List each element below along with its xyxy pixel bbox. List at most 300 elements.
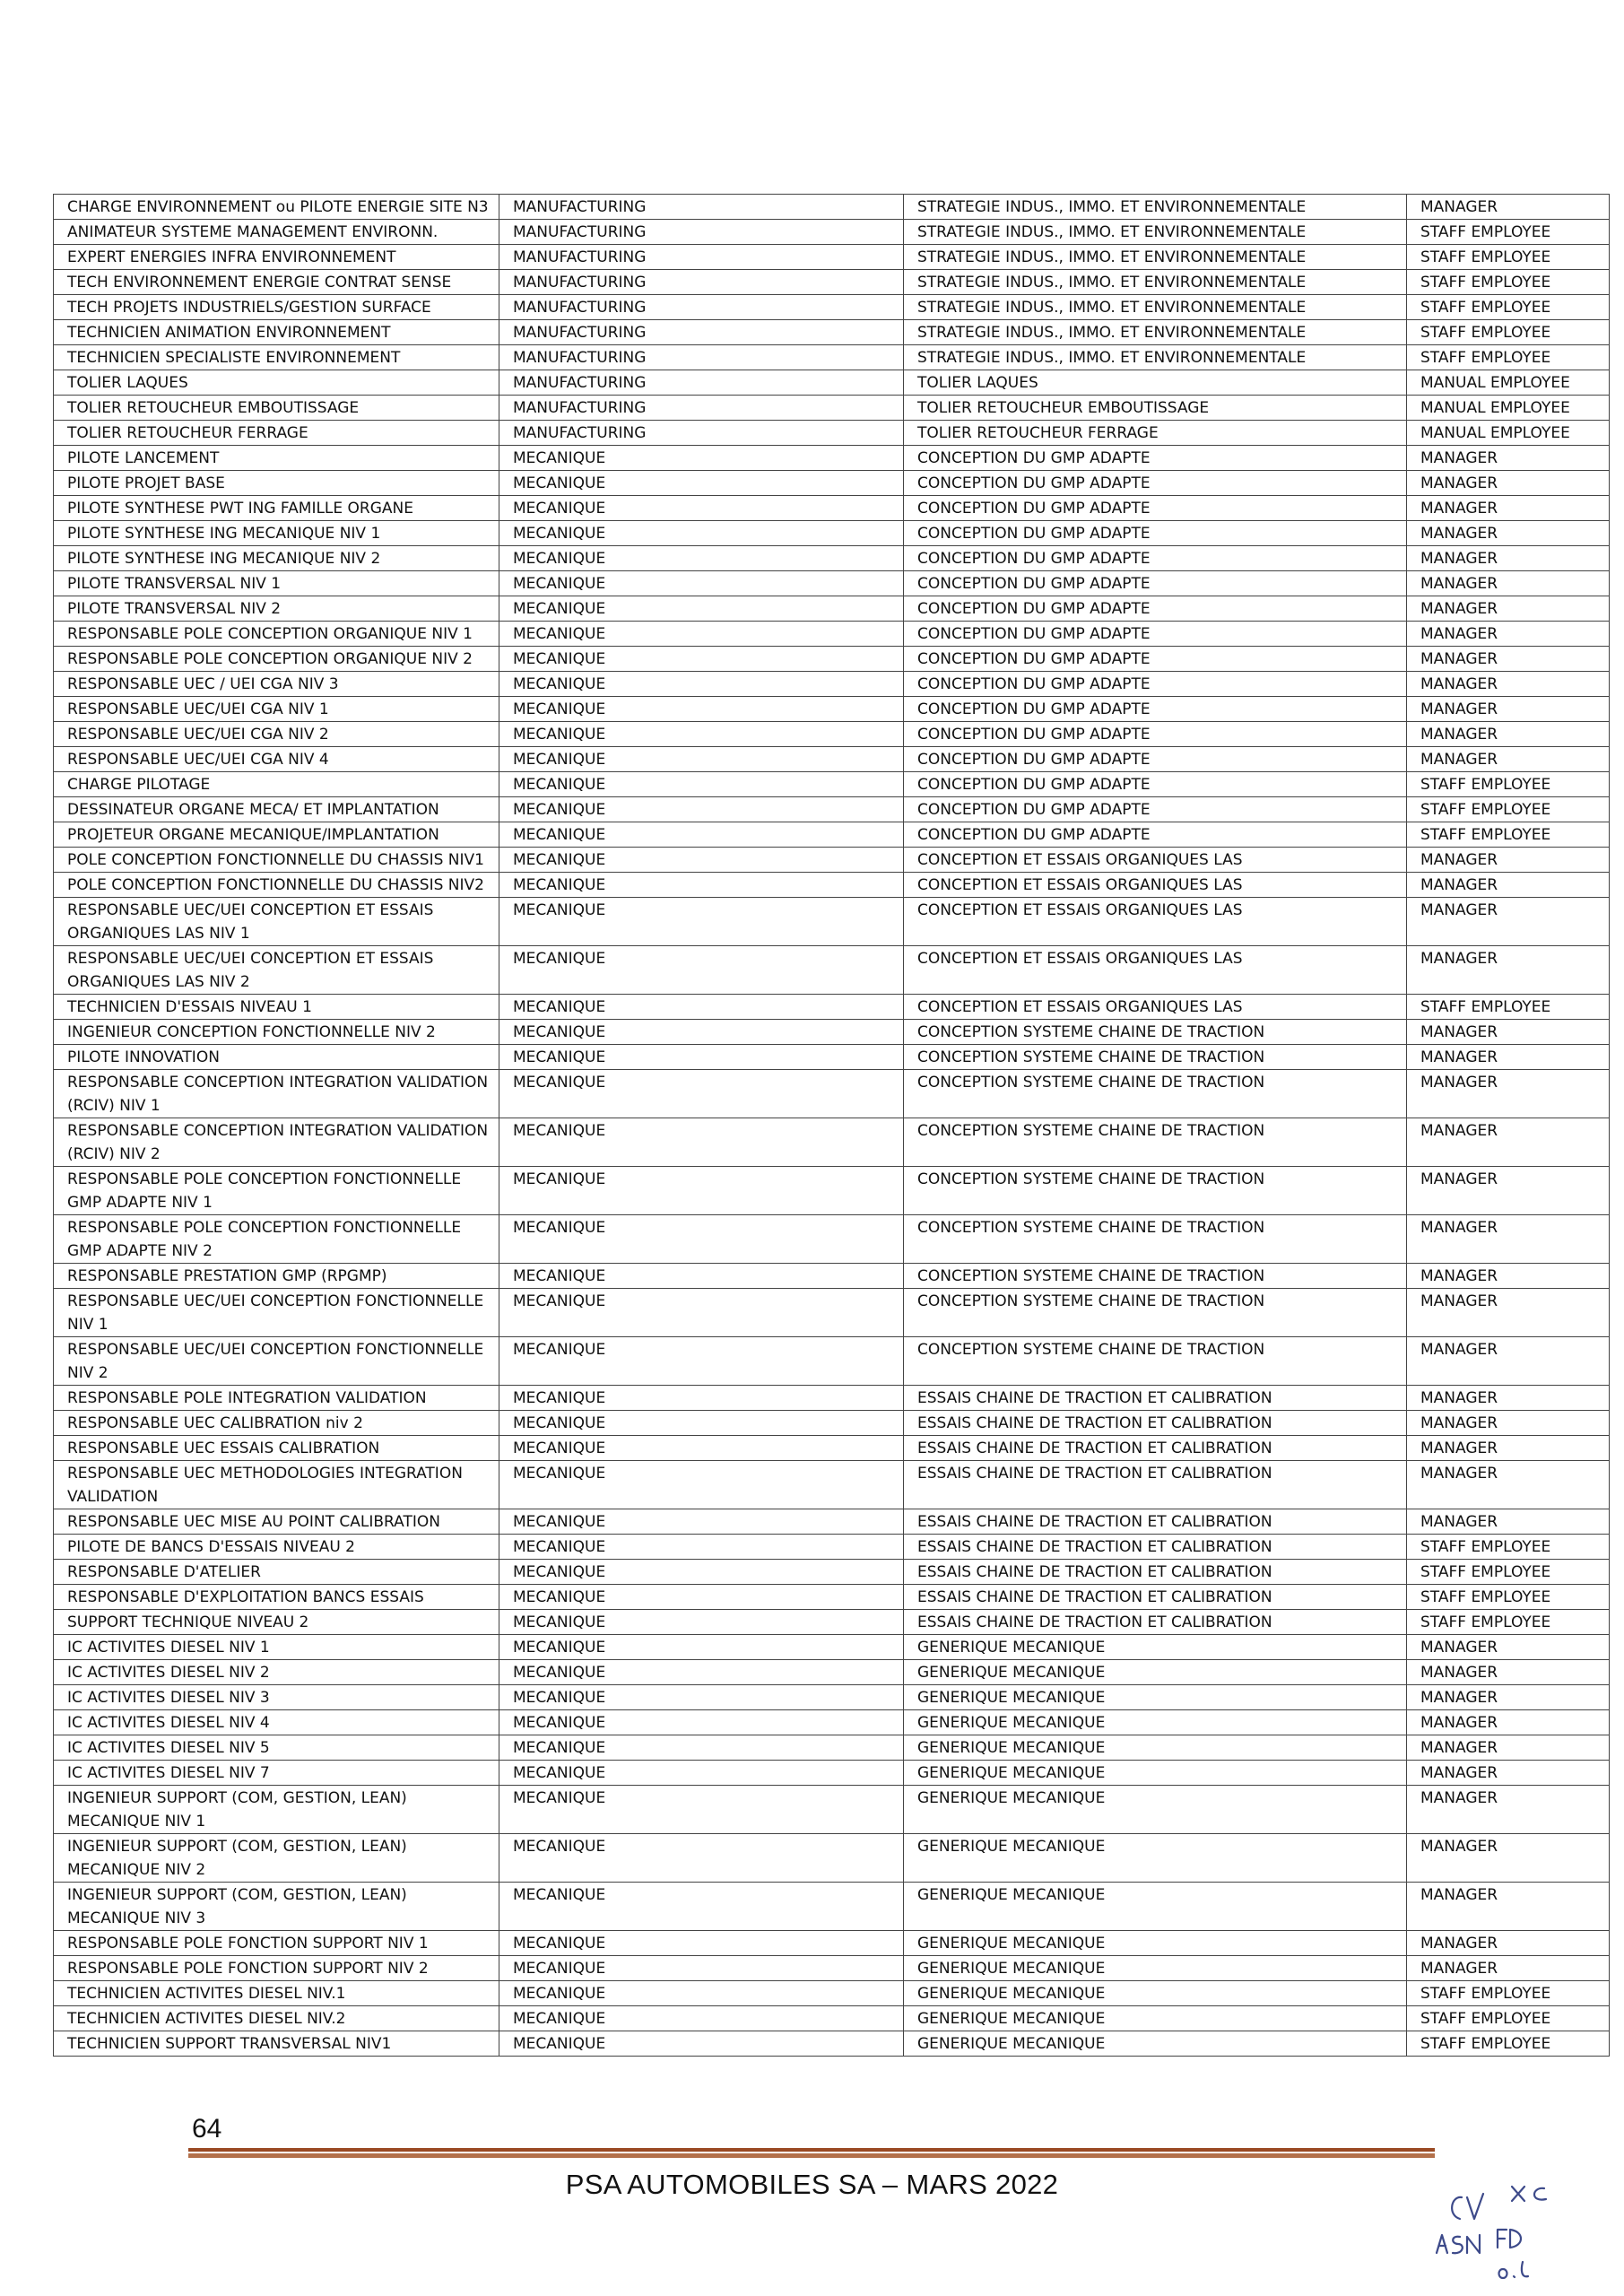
table-row	[54, 1215, 1610, 1264]
job-title-cell: TECH ENVIRONNEMENT ENERGIE CONTRAT SENSE	[54, 270, 499, 295]
category-cell: MANAGER	[1407, 1786, 1610, 1834]
job-title-cell: RESPONSABLE UEC/UEI CONCEPTION FONCTIONNELLE NIV 2	[54, 1337, 499, 1386]
job-title-cell: DESSINATEUR ORGANE MECA/ ET IMPLANTATION	[54, 797, 499, 822]
sub-family-cell: CONCEPTION SYSTEME CHAINE DE TRACTION	[904, 1264, 1407, 1289]
category-cell: STAFF EMPLOYEE	[1407, 1610, 1610, 1635]
job-title-cell: RESPONSABLE UEC ESSAIS CALIBRATION	[54, 1436, 499, 1461]
sub-family-cell: TOLIER RETOUCHEUR FERRAGE	[904, 421, 1407, 446]
category-cell: STAFF EMPLOYEE	[1407, 320, 1610, 345]
job-title-cell: RESPONSABLE POLE FONCTION SUPPORT NIV 2	[54, 1956, 499, 1981]
sub-family-cell: CONCEPTION SYSTEME CHAINE DE TRACTION	[904, 1337, 1407, 1386]
category-cell: MANAGER	[1407, 1045, 1610, 1070]
job-title-cell: RESPONSABLE POLE INTEGRATION VALIDATION	[54, 1386, 499, 1411]
table-row	[54, 245, 1610, 270]
table-row	[54, 1045, 1610, 1070]
job-title-cell: PILOTE SYNTHESE ING MECANIQUE NIV 1	[54, 521, 499, 546]
table-row	[54, 1167, 1610, 1215]
family-cell: MECANIQUE	[499, 772, 904, 797]
sub-family-cell: GENERIQUE MECANIQUE	[904, 1883, 1407, 1931]
category-cell: MANAGER	[1407, 496, 1610, 521]
family-cell: MECANIQUE	[499, 1215, 904, 1264]
category-cell: MANUAL EMPLOYEE	[1407, 421, 1610, 446]
category-cell: MANAGER	[1407, 1461, 1610, 1509]
table-row	[54, 1635, 1610, 1660]
job-title-cell: PILOTE DE BANCS D'ESSAIS NIVEAU 2	[54, 1535, 499, 1560]
sub-family-cell: CONCEPTION SYSTEME CHAINE DE TRACTION	[904, 1070, 1407, 1118]
sub-family-cell: CONCEPTION DU GMP ADAPTE	[904, 546, 1407, 571]
table-row	[54, 1585, 1610, 1610]
family-cell: MECANIQUE	[499, 1883, 904, 1931]
sub-family-cell: STRATEGIE INDUS., IMMO. ET ENVIRONNEMENTALE	[904, 320, 1407, 345]
category-cell: MANAGER	[1407, 1761, 1610, 1786]
sub-family-cell: GENERIQUE MECANIQUE	[904, 1981, 1407, 2006]
family-cell: MECANIQUE	[499, 546, 904, 571]
sub-family-cell: CONCEPTION DU GMP ADAPTE	[904, 596, 1407, 622]
sub-family-cell: GENERIQUE MECANIQUE	[904, 2031, 1407, 2057]
category-cell: MANAGER	[1407, 1264, 1610, 1289]
sub-family-cell: CONCEPTION ET ESSAIS ORGANIQUES LAS	[904, 946, 1407, 995]
sub-family-cell: GENERIQUE MECANIQUE	[904, 1710, 1407, 1735]
category-cell: STAFF EMPLOYEE	[1407, 1535, 1610, 1560]
category-cell: MANAGER	[1407, 1215, 1610, 1264]
table-row	[54, 195, 1610, 220]
family-cell: MECANIQUE	[499, 722, 904, 747]
family-cell: MANUFACTURING	[499, 320, 904, 345]
job-title-cell: PILOTE LANCEMENT	[54, 446, 499, 471]
family-cell: MECANIQUE	[499, 672, 904, 697]
sub-family-cell: CONCEPTION SYSTEME CHAINE DE TRACTION	[904, 1118, 1407, 1167]
sub-family-cell: GENERIQUE MECANIQUE	[904, 1635, 1407, 1660]
family-cell: MECANIQUE	[499, 1931, 904, 1956]
family-cell: MECANIQUE	[499, 1981, 904, 2006]
sub-family-cell: CONCEPTION DU GMP ADAPTE	[904, 446, 1407, 471]
family-cell: MECANIQUE	[499, 1685, 904, 1710]
table-row	[54, 270, 1610, 295]
job-title-cell: RESPONSABLE UEC/UEI CGA NIV 2	[54, 722, 499, 747]
sub-family-cell: CONCEPTION ET ESSAIS ORGANIQUES LAS	[904, 873, 1407, 898]
category-cell: MANAGER	[1407, 697, 1610, 722]
sub-family-cell: CONCEPTION DU GMP ADAPTE	[904, 697, 1407, 722]
table-row	[54, 1411, 1610, 1436]
job-title-cell: PILOTE TRANSVERSAL NIV 2	[54, 596, 499, 622]
table-row	[54, 446, 1610, 471]
sub-family-cell: ESSAIS CHAINE DE TRACTION ET CALIBRATION	[904, 1436, 1407, 1461]
table-row	[54, 1685, 1610, 1710]
job-title-cell: RESPONSABLE POLE CONCEPTION FONCTIONNELLE GMP ADAPTE NIV 2	[54, 1215, 499, 1264]
sub-family-cell: CONCEPTION DU GMP ADAPTE	[904, 822, 1407, 848]
table-row	[54, 546, 1610, 571]
family-cell: MANUFACTURING	[499, 270, 904, 295]
family-cell: MECANIQUE	[499, 1585, 904, 1610]
table-row	[54, 1509, 1610, 1535]
job-title-cell: TOLIER RETOUCHEUR FERRAGE	[54, 421, 499, 446]
table-row	[54, 1289, 1610, 1337]
table-row	[54, 1956, 1610, 1981]
job-title-cell: RESPONSABLE POLE CONCEPTION ORGANIQUE NIV 1	[54, 622, 499, 647]
table-row	[54, 697, 1610, 722]
sub-family-cell: GENERIQUE MECANIQUE	[904, 1761, 1407, 1786]
job-title-cell: CHARGE PILOTAGE	[54, 772, 499, 797]
sub-family-cell: CONCEPTION DU GMP ADAPTE	[904, 496, 1407, 521]
job-title-cell: RESPONSABLE UEC/UEI CONCEPTION FONCTIONNELLE NIV 1	[54, 1289, 499, 1337]
sub-family-cell: CONCEPTION DU GMP ADAPTE	[904, 797, 1407, 822]
table-row	[54, 1735, 1610, 1761]
family-cell: MECANIQUE	[499, 797, 904, 822]
sub-family-cell: CONCEPTION ET ESSAIS ORGANIQUES LAS	[904, 848, 1407, 873]
category-cell: MANAGER	[1407, 1883, 1610, 1931]
family-cell: MECANIQUE	[499, 1956, 904, 1981]
category-cell: STAFF EMPLOYEE	[1407, 772, 1610, 797]
job-title-cell: TECHNICIEN SPECIALISTE ENVIRONNEMENT	[54, 345, 499, 370]
sub-family-cell: GENERIQUE MECANIQUE	[904, 1956, 1407, 1981]
family-cell: MECANIQUE	[499, 1118, 904, 1167]
family-cell: MANUFACTURING	[499, 295, 904, 320]
table-row	[54, 471, 1610, 496]
table-row	[54, 521, 1610, 546]
sub-family-cell: CONCEPTION DU GMP ADAPTE	[904, 747, 1407, 772]
sub-family-cell: ESSAIS CHAINE DE TRACTION ET CALIBRATION	[904, 1509, 1407, 1535]
table-row	[54, 1560, 1610, 1585]
sub-family-cell: CONCEPTION ET ESSAIS ORGANIQUES LAS	[904, 898, 1407, 946]
family-cell: MECANIQUE	[499, 848, 904, 873]
job-title-cell: SUPPORT TECHNIQUE NIVEAU 2	[54, 1610, 499, 1635]
category-cell: MANAGER	[1407, 848, 1610, 873]
table-row	[54, 320, 1610, 345]
family-cell: MECANIQUE	[499, 2006, 904, 2031]
family-cell: MANUFACTURING	[499, 421, 904, 446]
category-cell: MANAGER	[1407, 195, 1610, 220]
job-title-cell: TECHNICIEN ACTIVITES DIESEL NIV.1	[54, 1981, 499, 2006]
page-number: 64	[192, 2114, 222, 2144]
category-cell: STAFF EMPLOYEE	[1407, 1981, 1610, 2006]
category-cell: STAFF EMPLOYEE	[1407, 2006, 1610, 2031]
job-title-cell: PILOTE TRANSVERSAL NIV 1	[54, 571, 499, 596]
sub-family-cell: CONCEPTION DU GMP ADAPTE	[904, 571, 1407, 596]
job-title-cell: RESPONSABLE CONCEPTION INTEGRATION VALIDATION (RCIV) NIV 1	[54, 1070, 499, 1118]
job-title-cell: POLE CONCEPTION FONCTIONNELLE DU CHASSIS NIV2	[54, 873, 499, 898]
family-cell: MECANIQUE	[499, 822, 904, 848]
sub-family-cell: STRATEGIE INDUS., IMMO. ET ENVIRONNEMENTALE	[904, 345, 1407, 370]
sub-family-cell: TOLIER RETOUCHEUR EMBOUTISSAGE	[904, 396, 1407, 421]
category-cell: MANAGER	[1407, 1070, 1610, 1118]
category-cell: MANAGER	[1407, 1710, 1610, 1735]
category-cell: MANUAL EMPLOYEE	[1407, 396, 1610, 421]
family-cell: MANUFACTURING	[499, 195, 904, 220]
table-row	[54, 2031, 1610, 2057]
family-cell: MECANIQUE	[499, 1660, 904, 1685]
category-cell: STAFF EMPLOYEE	[1407, 345, 1610, 370]
table-row	[54, 772, 1610, 797]
handwritten-initials-signature	[1435, 2179, 1596, 2287]
job-title-cell: RESPONSABLE D'ATELIER	[54, 1560, 499, 1585]
category-cell: STAFF EMPLOYEE	[1407, 1560, 1610, 1585]
family-cell: MECANIQUE	[499, 946, 904, 995]
table-row	[54, 596, 1610, 622]
sub-family-cell: ESSAIS CHAINE DE TRACTION ET CALIBRATION	[904, 1386, 1407, 1411]
table-row	[54, 1834, 1610, 1883]
footer-company-date: PSA AUTOMOBILES SA – MARS 2022	[565, 2169, 1059, 2200]
job-title-cell: POLE CONCEPTION FONCTIONNELLE DU CHASSIS NIV1	[54, 848, 499, 873]
sub-family-cell: GENERIQUE MECANIQUE	[904, 1685, 1407, 1710]
sub-family-cell: GENERIQUE MECANIQUE	[904, 1931, 1407, 1956]
family-cell: MECANIQUE	[499, 1509, 904, 1535]
family-cell: MECANIQUE	[499, 1045, 904, 1070]
family-cell: MECANIQUE	[499, 1560, 904, 1585]
category-cell: MANAGER	[1407, 1386, 1610, 1411]
job-title-cell: RESPONSABLE UEC MISE AU POINT CALIBRATION	[54, 1509, 499, 1535]
table-row	[54, 622, 1610, 647]
family-cell: MECANIQUE	[499, 446, 904, 471]
job-title-cell: IC ACTIVITES DIESEL NIV 1	[54, 1635, 499, 1660]
job-title-cell: RESPONSABLE UEC METHODOLOGIES INTEGRATION VALIDATION	[54, 1461, 499, 1509]
table-row	[54, 1660, 1610, 1685]
category-cell: MANAGER	[1407, 571, 1610, 596]
sub-family-cell: CONCEPTION DU GMP ADAPTE	[904, 622, 1407, 647]
job-title-cell: RESPONSABLE UEC/UEI CGA NIV 4	[54, 747, 499, 772]
sub-family-cell: CONCEPTION DU GMP ADAPTE	[904, 672, 1407, 697]
category-cell: STAFF EMPLOYEE	[1407, 797, 1610, 822]
category-cell: MANAGER	[1407, 1411, 1610, 1436]
category-cell: MANAGER	[1407, 1167, 1610, 1215]
sub-family-cell: STRATEGIE INDUS., IMMO. ET ENVIRONNEMENTALE	[904, 295, 1407, 320]
sub-family-cell: GENERIQUE MECANIQUE	[904, 2006, 1407, 2031]
family-cell: MECANIQUE	[499, 1535, 904, 1560]
table-row	[54, 1786, 1610, 1834]
category-cell: MANAGER	[1407, 672, 1610, 697]
family-cell: MECANIQUE	[499, 2031, 904, 2057]
job-title-cell: IC ACTIVITES DIESEL NIV 2	[54, 1660, 499, 1685]
family-cell: MECANIQUE	[499, 1264, 904, 1289]
category-cell: STAFF EMPLOYEE	[1407, 270, 1610, 295]
sub-family-cell: STRATEGIE INDUS., IMMO. ET ENVIRONNEMENTALE	[904, 195, 1407, 220]
job-title-cell: RESPONSABLE UEC CALIBRATION niv 2	[54, 1411, 499, 1436]
category-cell: MANAGER	[1407, 1685, 1610, 1710]
table-row	[54, 1710, 1610, 1735]
family-cell: MECANIQUE	[499, 1386, 904, 1411]
job-title-cell: PROJETEUR ORGANE MECANIQUE/IMPLANTATION	[54, 822, 499, 848]
sub-family-cell: GENERIQUE MECANIQUE	[904, 1786, 1407, 1834]
category-cell: MANAGER	[1407, 946, 1610, 995]
table-row	[54, 1610, 1610, 1635]
family-cell: MANUFACTURING	[499, 370, 904, 396]
table-row	[54, 647, 1610, 672]
family-cell: MANUFACTURING	[499, 220, 904, 245]
job-title-cell: PILOTE PROJET BASE	[54, 471, 499, 496]
family-cell: MECANIQUE	[499, 1710, 904, 1735]
table-row	[54, 396, 1610, 421]
sub-family-cell: CONCEPTION ET ESSAIS ORGANIQUES LAS	[904, 995, 1407, 1020]
table-row	[54, 848, 1610, 873]
table-row	[54, 1535, 1610, 1560]
family-cell: MECANIQUE	[499, 747, 904, 772]
table-row	[54, 722, 1610, 747]
table-row	[54, 995, 1610, 1020]
job-title-cell: TOLIER RETOUCHEUR EMBOUTISSAGE	[54, 396, 499, 421]
job-title-cell: TECH PROJETS INDUSTRIELS/GESTION SURFACE	[54, 295, 499, 320]
table-row	[54, 421, 1610, 446]
family-cell: MECANIQUE	[499, 571, 904, 596]
table-row	[54, 295, 1610, 320]
family-cell: MECANIQUE	[499, 622, 904, 647]
category-cell: STAFF EMPLOYEE	[1407, 295, 1610, 320]
category-cell: MANAGER	[1407, 471, 1610, 496]
family-cell: MECANIQUE	[499, 1167, 904, 1215]
family-cell: MECANIQUE	[499, 873, 904, 898]
table-row	[54, 797, 1610, 822]
category-cell: MANAGER	[1407, 546, 1610, 571]
job-title-cell: INGENIEUR SUPPORT (COM, GESTION, LEAN) MECANIQUE NIV 3	[54, 1883, 499, 1931]
sub-family-cell: GENERIQUE MECANIQUE	[904, 1660, 1407, 1685]
family-cell: MANUFACTURING	[499, 396, 904, 421]
family-cell: MANUFACTURING	[499, 245, 904, 270]
category-cell: STAFF EMPLOYEE	[1407, 822, 1610, 848]
sub-family-cell: TOLIER LAQUES	[904, 370, 1407, 396]
sub-family-cell: STRATEGIE INDUS., IMMO. ET ENVIRONNEMENTALE	[904, 245, 1407, 270]
category-cell: MANAGER	[1407, 1289, 1610, 1337]
job-title-cell: ANIMATEUR SYSTEME MANAGEMENT ENVIRONN.	[54, 220, 499, 245]
category-cell: MANAGER	[1407, 1660, 1610, 1685]
category-cell: MANAGER	[1407, 596, 1610, 622]
category-cell: MANAGER	[1407, 747, 1610, 772]
job-title-cell: RESPONSABLE CONCEPTION INTEGRATION VALIDATION (RCIV) NIV 2	[54, 1118, 499, 1167]
sub-family-cell: ESSAIS CHAINE DE TRACTION ET CALIBRATION	[904, 1461, 1407, 1509]
family-cell: MECANIQUE	[499, 647, 904, 672]
table-row	[54, 1264, 1610, 1289]
category-cell: MANAGER	[1407, 1436, 1610, 1461]
job-title-cell: INGENIEUR SUPPORT (COM, GESTION, LEAN) MECANIQUE NIV 1	[54, 1786, 499, 1834]
category-cell: MANAGER	[1407, 1931, 1610, 1956]
table-row	[54, 1883, 1610, 1931]
table-row	[54, 1386, 1610, 1411]
table-row	[54, 672, 1610, 697]
job-title-cell: RESPONSABLE POLE CONCEPTION FONCTIONNELLE GMP ADAPTE NIV 1	[54, 1167, 499, 1215]
table-row	[54, 345, 1610, 370]
sub-family-cell: GENERIQUE MECANIQUE	[904, 1834, 1407, 1883]
sub-family-cell: ESSAIS CHAINE DE TRACTION ET CALIBRATION	[904, 1535, 1407, 1560]
sub-family-cell: CONCEPTION SYSTEME CHAINE DE TRACTION	[904, 1167, 1407, 1215]
job-title-cell: RESPONSABLE UEC/UEI CONCEPTION ET ESSAIS ORGANIQUES LAS NIV 2	[54, 946, 499, 995]
sub-family-cell: CONCEPTION DU GMP ADAPTE	[904, 647, 1407, 672]
family-cell: MECANIQUE	[499, 1337, 904, 1386]
table-row	[54, 571, 1610, 596]
table-row	[54, 1931, 1610, 1956]
family-cell: MECANIQUE	[499, 1070, 904, 1118]
family-cell: MECANIQUE	[499, 471, 904, 496]
family-cell: MECANIQUE	[499, 1761, 904, 1786]
job-title-cell: TECHNICIEN ACTIVITES DIESEL NIV.2	[54, 2006, 499, 2031]
category-cell: MANUAL EMPLOYEE	[1407, 370, 1610, 396]
sub-family-cell: CONCEPTION SYSTEME CHAINE DE TRACTION	[904, 1045, 1407, 1070]
family-cell: MECANIQUE	[499, 596, 904, 622]
table-row	[54, 1020, 1610, 1045]
job-title-cell: TECHNICIEN D'ESSAIS NIVEAU 1	[54, 995, 499, 1020]
job-title-cell: TECHNICIEN ANIMATION ENVIRONNEMENT	[54, 320, 499, 345]
category-cell: MANAGER	[1407, 1509, 1610, 1535]
job-title-cell: CHARGE ENVIRONNEMENT ou PILOTE ENERGIE SITE N3	[54, 195, 499, 220]
table-row	[54, 220, 1610, 245]
family-cell: MECANIQUE	[499, 1020, 904, 1045]
job-classification-table	[53, 194, 1610, 2057]
sub-family-cell: GENERIQUE MECANIQUE	[904, 1735, 1407, 1761]
category-cell: STAFF EMPLOYEE	[1407, 220, 1610, 245]
job-title-cell: RESPONSABLE UEC / UEI CGA NIV 3	[54, 672, 499, 697]
table-row	[54, 1981, 1610, 2006]
category-cell: MANAGER	[1407, 1020, 1610, 1045]
category-cell: STAFF EMPLOYEE	[1407, 245, 1610, 270]
category-cell: MANAGER	[1407, 1735, 1610, 1761]
sub-family-cell: CONCEPTION DU GMP ADAPTE	[904, 521, 1407, 546]
category-cell: MANAGER	[1407, 1635, 1610, 1660]
job-title-cell: RESPONSABLE POLE CONCEPTION ORGANIQUE NIV 2	[54, 647, 499, 672]
sub-family-cell: CONCEPTION DU GMP ADAPTE	[904, 471, 1407, 496]
sub-family-cell: CONCEPTION DU GMP ADAPTE	[904, 722, 1407, 747]
family-cell: MECANIQUE	[499, 1610, 904, 1635]
footer-divider	[188, 2148, 1435, 2158]
job-title-cell: IC ACTIVITES DIESEL NIV 5	[54, 1735, 499, 1761]
family-cell: MECANIQUE	[499, 1461, 904, 1509]
family-cell: MECANIQUE	[499, 1436, 904, 1461]
table-body	[54, 195, 1610, 2057]
table-row	[54, 1118, 1610, 1167]
job-title-cell: RESPONSABLE POLE FONCTION SUPPORT NIV 1	[54, 1931, 499, 1956]
family-cell: MECANIQUE	[499, 898, 904, 946]
category-cell: MANAGER	[1407, 647, 1610, 672]
table-row	[54, 946, 1610, 995]
sub-family-cell: ESSAIS CHAINE DE TRACTION ET CALIBRATION	[904, 1411, 1407, 1436]
family-cell: MECANIQUE	[499, 1786, 904, 1834]
sub-family-cell: ESSAIS CHAINE DE TRACTION ET CALIBRATION	[904, 1585, 1407, 1610]
table-row	[54, 873, 1610, 898]
job-title-cell: INGENIEUR SUPPORT (COM, GESTION, LEAN) MECANIQUE NIV 2	[54, 1834, 499, 1883]
table-row	[54, 370, 1610, 396]
sub-family-cell: CONCEPTION SYSTEME CHAINE DE TRACTION	[904, 1289, 1407, 1337]
table-row	[54, 747, 1610, 772]
job-title-cell: PILOTE SYNTHESE PWT ING FAMILLE ORGANE	[54, 496, 499, 521]
table-row	[54, 822, 1610, 848]
table-row	[54, 496, 1610, 521]
job-title-cell: PILOTE INNOVATION	[54, 1045, 499, 1070]
job-title-cell: TOLIER LAQUES	[54, 370, 499, 396]
category-cell: MANAGER	[1407, 1337, 1610, 1386]
category-cell: MANAGER	[1407, 622, 1610, 647]
job-title-cell: EXPERT ENERGIES INFRA ENVIRONNEMENT	[54, 245, 499, 270]
job-title-cell: RESPONSABLE UEC/UEI CONCEPTION ET ESSAIS ORGANIQUES LAS NIV 1	[54, 898, 499, 946]
sub-family-cell: CONCEPTION SYSTEME CHAINE DE TRACTION	[904, 1215, 1407, 1264]
family-cell: MECANIQUE	[499, 697, 904, 722]
category-cell: STAFF EMPLOYEE	[1407, 995, 1610, 1020]
sub-family-cell: ESSAIS CHAINE DE TRACTION ET CALIBRATION	[904, 1610, 1407, 1635]
job-title-cell: PILOTE SYNTHESE ING MECANIQUE NIV 2	[54, 546, 499, 571]
family-cell: MECANIQUE	[499, 521, 904, 546]
category-cell: STAFF EMPLOYEE	[1407, 2031, 1610, 2057]
sub-family-cell: STRATEGIE INDUS., IMMO. ET ENVIRONNEMENTALE	[904, 220, 1407, 245]
category-cell: MANAGER	[1407, 1834, 1610, 1883]
category-cell: MANAGER	[1407, 1118, 1610, 1167]
category-cell: STAFF EMPLOYEE	[1407, 1585, 1610, 1610]
table-row	[54, 898, 1610, 946]
table-row	[54, 1337, 1610, 1386]
table-row	[54, 2006, 1610, 2031]
family-cell: MECANIQUE	[499, 995, 904, 1020]
job-title-cell: IC ACTIVITES DIESEL NIV 7	[54, 1761, 499, 1786]
family-cell: MECANIQUE	[499, 1289, 904, 1337]
sub-family-cell: CONCEPTION DU GMP ADAPTE	[904, 772, 1407, 797]
table-row	[54, 1461, 1610, 1509]
category-cell: MANAGER	[1407, 898, 1610, 946]
job-title-cell: RESPONSABLE D'EXPLOITATION BANCS ESSAIS	[54, 1585, 499, 1610]
sub-family-cell: ESSAIS CHAINE DE TRACTION ET CALIBRATION	[904, 1560, 1407, 1585]
job-title-cell: INGENIEUR CONCEPTION FONCTIONNELLE NIV 2	[54, 1020, 499, 1045]
